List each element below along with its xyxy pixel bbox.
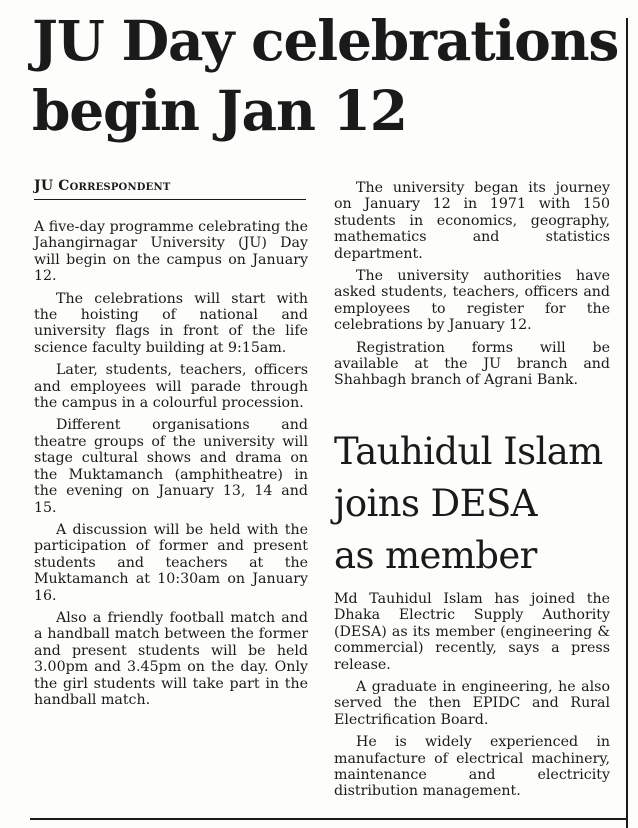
second-headline-line-3: as member	[334, 534, 537, 577]
byline-rule	[34, 199, 306, 200]
second-headline	[334, 426, 624, 582]
main-headline-line-1: JU Day celebrations	[32, 8, 619, 73]
article-paragraph: The university authorities have asked students, teachers, officers and employees to register for the celebrations by January 12.	[334, 268, 610, 334]
main-headline	[32, 6, 632, 146]
article-paragraph: He is widely experienced in manufacture of electrical machinery, maintenance and electricity distribution management.	[334, 734, 610, 800]
article-paragraph: A discussion will be held with the participation of former and present students and teachers at the Muktamanch at 10:30am on January 16.	[34, 521, 308, 604]
article-column-left	[34, 219, 308, 714]
page-bottom-rule	[30, 818, 626, 820]
article-paragraph: Later, students, teachers, officers and employees will parade through the campus in a colourful procession.	[34, 362, 308, 412]
byline: JU Correspondent	[34, 178, 171, 194]
article-paragraph: A five-day programme celebrating the Jahangirnagar University (JU) Day will begin on the campus on January 12.	[34, 219, 308, 285]
second-headline-line-1: Tauhidul Islam	[334, 430, 603, 473]
article-column-right	[334, 180, 610, 395]
article-paragraph: Different organisations and theatre groups of the university will stage cultural shows and drama on the Muktamanch (amphitheatre) in the evening on January 13, 14 and 15.	[34, 417, 308, 516]
article-paragraph: The university began its journey on January 12 in 1971 with 150 students in economics, geography, mathematics and statistics department.	[334, 180, 610, 262]
article-paragraph: Also a friendly football match and a handball match between the former and present students will be held 3.00pm and 3.45pm on the day. Only the girl students will take part in the handball match.	[34, 609, 308, 708]
second-article-column	[334, 591, 610, 806]
main-headline-line-2: begin Jan 12	[32, 78, 407, 143]
second-headline-line-2: joins DESA	[334, 482, 537, 525]
article-paragraph: A graduate in engineering, he also served the then EPIDC and Rural Electrification Board.	[334, 679, 610, 728]
article-paragraph: Md Tauhidul Islam has joined the Dhaka Electric Supply Authority (DESA) as its member (engineering & commercial) recently, says a press release.	[334, 591, 610, 673]
article-paragraph: Registration forms will be available at the JU branch and Shahbagh branch of Agrani Bank.	[334, 339, 610, 389]
article-paragraph: The celebrations will start with the hoisting of national and university flags in front of the life science faculty building at 9:15am.	[34, 290, 308, 356]
